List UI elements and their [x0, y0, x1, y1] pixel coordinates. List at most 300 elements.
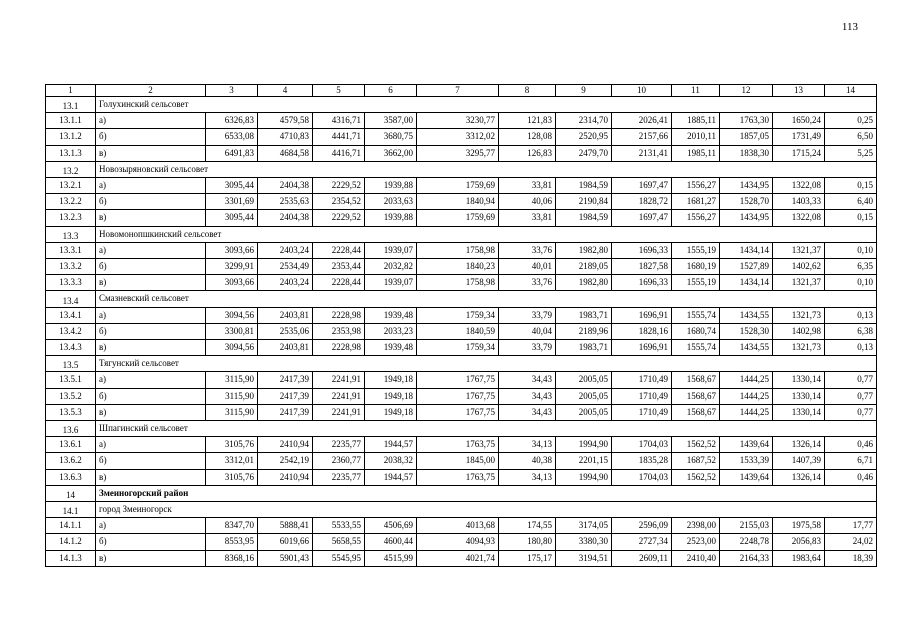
value-cell: 2038,32: [365, 453, 417, 469]
section-number: 13.1: [46, 97, 96, 113]
table-row: [46, 534, 877, 550]
value-cell: 0,77: [825, 404, 877, 420]
value-cell: 5545,95: [313, 550, 365, 566]
row-number: 13.3.3: [46, 275, 96, 291]
value-cell: 1939,48: [365, 307, 417, 323]
section-number: 13.6: [46, 421, 96, 437]
row-number: 13.4.3: [46, 340, 96, 356]
value-cell: 2241,91: [313, 388, 365, 404]
value-cell: 6,50: [825, 129, 877, 145]
value-cell: 6533,08: [206, 129, 258, 145]
value-cell: 2398,00: [672, 518, 720, 534]
section-row: [46, 226, 877, 242]
value-cell: 1840,23: [417, 259, 499, 275]
value-cell: 1885,11: [672, 113, 720, 129]
value-cell: 1434,14: [720, 242, 773, 258]
table-row: [46, 518, 877, 534]
value-cell: 34,43: [499, 388, 556, 404]
column-header: 10: [612, 85, 672, 97]
row-label: а): [96, 242, 206, 258]
value-cell: 2033,23: [365, 323, 417, 339]
value-cell: 2404,38: [258, 210, 313, 226]
value-cell: 1704,03: [612, 437, 672, 453]
value-cell: 1696,91: [612, 340, 672, 356]
value-cell: 1681,27: [672, 194, 720, 210]
section-number: 13.2: [46, 161, 96, 177]
value-cell: 5901,43: [258, 550, 313, 566]
value-cell: 2410,40: [672, 550, 720, 566]
row-label: в): [96, 469, 206, 485]
row-number: 14.1.1: [46, 518, 96, 534]
row-number: 13.6.3: [46, 469, 96, 485]
section-row: [46, 161, 877, 177]
row-number: 13.1.3: [46, 145, 96, 161]
column-header: 2: [96, 85, 206, 97]
value-cell: 2248,78: [720, 534, 773, 550]
section-row: [46, 502, 877, 518]
section-row: [46, 291, 877, 307]
row-number: 13.3.1: [46, 242, 96, 258]
value-cell: 4021,74: [417, 550, 499, 566]
value-cell: 1697,47: [612, 178, 672, 194]
column-header: 12: [720, 85, 773, 97]
table-row: [46, 388, 877, 404]
value-cell: 1763,75: [417, 469, 499, 485]
value-cell: 2189,96: [556, 323, 612, 339]
section-title: Змеиногорский район: [96, 485, 877, 501]
value-cell: 2404,38: [258, 178, 313, 194]
header-row: [46, 85, 877, 97]
value-cell: 2403,24: [258, 275, 313, 291]
value-cell: 1439,64: [720, 469, 773, 485]
value-cell: 1944,57: [365, 437, 417, 453]
column-header: 9: [556, 85, 612, 97]
value-cell: 33,79: [499, 340, 556, 356]
table-row: [46, 437, 877, 453]
value-cell: 1944,57: [365, 469, 417, 485]
value-cell: 1985,11: [672, 145, 720, 161]
row-label: а): [96, 372, 206, 388]
value-cell: 2032,82: [365, 259, 417, 275]
row-label: б): [96, 129, 206, 145]
value-cell: 4013,68: [417, 518, 499, 534]
value-cell: 1840,94: [417, 194, 499, 210]
value-cell: 1939,88: [365, 210, 417, 226]
value-cell: 2155,03: [720, 518, 773, 534]
table-body: [46, 85, 877, 567]
value-cell: 3680,75: [365, 129, 417, 145]
section-number: 13.5: [46, 356, 96, 372]
table-row: [46, 340, 877, 356]
table-row: [46, 307, 877, 323]
row-label: б): [96, 194, 206, 210]
value-cell: 1568,67: [672, 388, 720, 404]
value-cell: 1680,74: [672, 323, 720, 339]
value-cell: 1759,34: [417, 340, 499, 356]
value-cell: 8347,70: [206, 518, 258, 534]
value-cell: 5658,55: [313, 534, 365, 550]
value-cell: 1696,33: [612, 242, 672, 258]
column-header: 6: [365, 85, 417, 97]
value-cell: 3094,56: [206, 340, 258, 356]
value-cell: 34,43: [499, 372, 556, 388]
row-label: а): [96, 518, 206, 534]
value-cell: 1439,64: [720, 437, 773, 453]
row-number: 13.6.1: [46, 437, 96, 453]
value-cell: 3380,30: [556, 534, 612, 550]
value-cell: 2164,33: [720, 550, 773, 566]
value-cell: 1556,27: [672, 178, 720, 194]
value-cell: 2520,95: [556, 129, 612, 145]
value-cell: 34,43: [499, 404, 556, 420]
row-label: б): [96, 534, 206, 550]
value-cell: 40,01: [499, 259, 556, 275]
value-cell: 2403,81: [258, 340, 313, 356]
row-label: в): [96, 210, 206, 226]
value-cell: 40,06: [499, 194, 556, 210]
value-cell: 1330,14: [773, 372, 825, 388]
value-cell: 3115,90: [206, 372, 258, 388]
value-cell: 1322,08: [773, 210, 825, 226]
value-cell: 0,46: [825, 469, 877, 485]
value-cell: 2229,52: [313, 178, 365, 194]
value-cell: 3312,02: [417, 129, 499, 145]
value-cell: 3312,01: [206, 453, 258, 469]
value-cell: 1828,72: [612, 194, 672, 210]
value-cell: 8553,95: [206, 534, 258, 550]
row-number: 13.5.3: [46, 404, 96, 420]
value-cell: 3095,44: [206, 210, 258, 226]
value-cell: 3115,90: [206, 388, 258, 404]
value-cell: 5,25: [825, 145, 877, 161]
value-cell: 1840,59: [417, 323, 499, 339]
value-cell: 3230,77: [417, 113, 499, 129]
value-cell: 1321,37: [773, 275, 825, 291]
value-cell: 2228,44: [313, 275, 365, 291]
value-cell: 1321,37: [773, 242, 825, 258]
value-cell: 0,10: [825, 275, 877, 291]
value-cell: 1444,25: [720, 404, 773, 420]
row-number: 13.5.1: [46, 372, 96, 388]
value-cell: 4316,71: [313, 113, 365, 129]
value-cell: 1994,90: [556, 469, 612, 485]
value-cell: 1555,19: [672, 242, 720, 258]
value-cell: 174,55: [499, 518, 556, 534]
value-cell: 6,40: [825, 194, 877, 210]
row-label: в): [96, 340, 206, 356]
value-cell: 2410,94: [258, 469, 313, 485]
value-cell: 2410,94: [258, 437, 313, 453]
section-row: [46, 421, 877, 437]
value-cell: 1330,14: [773, 404, 825, 420]
value-cell: 6491,83: [206, 145, 258, 161]
value-cell: 2201,15: [556, 453, 612, 469]
value-cell: 1767,75: [417, 404, 499, 420]
value-cell: 1528,30: [720, 323, 773, 339]
value-cell: 3299,91: [206, 259, 258, 275]
value-cell: 2535,63: [258, 194, 313, 210]
value-cell: 1556,27: [672, 210, 720, 226]
value-cell: 1983,71: [556, 340, 612, 356]
value-cell: 2354,52: [313, 194, 365, 210]
value-cell: 1758,98: [417, 242, 499, 258]
value-cell: 2353,98: [313, 323, 365, 339]
value-cell: 3587,00: [365, 113, 417, 129]
value-cell: 2005,05: [556, 372, 612, 388]
value-cell: 3301,69: [206, 194, 258, 210]
value-cell: 18,39: [825, 550, 877, 566]
row-number: 13.4.2: [46, 323, 96, 339]
value-cell: 4600,44: [365, 534, 417, 550]
row-label: а): [96, 113, 206, 129]
region-row: [46, 485, 877, 501]
value-cell: 1322,08: [773, 178, 825, 194]
value-cell: 0,13: [825, 307, 877, 323]
value-cell: 1555,74: [672, 307, 720, 323]
row-number: 13.2.2: [46, 194, 96, 210]
row-label: в): [96, 550, 206, 566]
row-label: в): [96, 145, 206, 161]
value-cell: 2596,09: [612, 518, 672, 534]
value-cell: 40,04: [499, 323, 556, 339]
value-cell: 17,77: [825, 518, 877, 534]
value-cell: 2010,11: [672, 129, 720, 145]
value-cell: 2417,39: [258, 388, 313, 404]
column-header: 5: [313, 85, 365, 97]
value-cell: 34,13: [499, 437, 556, 453]
value-cell: 4506,69: [365, 518, 417, 534]
value-cell: 2535,06: [258, 323, 313, 339]
value-cell: 126,83: [499, 145, 556, 161]
value-cell: 2005,05: [556, 388, 612, 404]
value-cell: 4684,58: [258, 145, 313, 161]
value-cell: 1827,58: [612, 259, 672, 275]
section-title: Шпагинский сельсовет: [96, 421, 877, 437]
value-cell: 2360,77: [313, 453, 365, 469]
value-cell: 4094,93: [417, 534, 499, 550]
value-cell: 33,79: [499, 307, 556, 323]
value-cell: 1828,16: [612, 323, 672, 339]
value-cell: 40,38: [499, 453, 556, 469]
value-cell: 1696,33: [612, 275, 672, 291]
value-cell: 4710,83: [258, 129, 313, 145]
value-cell: 1562,52: [672, 437, 720, 453]
value-cell: 1984,59: [556, 178, 612, 194]
value-cell: 1402,62: [773, 259, 825, 275]
table-row: [46, 178, 877, 194]
column-header: 11: [672, 85, 720, 97]
row-number: 14.1.2: [46, 534, 96, 550]
section-title: Тягунский сельсовет: [96, 356, 877, 372]
value-cell: 1434,95: [720, 210, 773, 226]
table-row: [46, 113, 877, 129]
row-number: 13.1.2: [46, 129, 96, 145]
value-cell: 33,81: [499, 178, 556, 194]
value-cell: 33,76: [499, 242, 556, 258]
value-cell: 4579,58: [258, 113, 313, 129]
section-title: город Змеиногорск: [96, 502, 877, 518]
value-cell: 1994,90: [556, 437, 612, 453]
value-cell: 1759,69: [417, 178, 499, 194]
value-cell: 2479,70: [556, 145, 612, 161]
value-cell: 2241,91: [313, 372, 365, 388]
row-number: 13.6.2: [46, 453, 96, 469]
value-cell: 1731,49: [773, 129, 825, 145]
value-cell: 1715,24: [773, 145, 825, 161]
value-cell: 1407,39: [773, 453, 825, 469]
value-cell: 5888,41: [258, 518, 313, 534]
value-cell: 1983,71: [556, 307, 612, 323]
value-cell: 1434,55: [720, 307, 773, 323]
value-cell: 6326,83: [206, 113, 258, 129]
value-cell: 3095,44: [206, 178, 258, 194]
value-cell: 2523,00: [672, 534, 720, 550]
value-cell: 1975,58: [773, 518, 825, 534]
row-label: б): [96, 323, 206, 339]
table-row: [46, 453, 877, 469]
value-cell: 0,15: [825, 210, 877, 226]
value-cell: 2228,44: [313, 242, 365, 258]
value-cell: 2157,66: [612, 129, 672, 145]
value-cell: 3295,77: [417, 145, 499, 161]
table-row: [46, 259, 877, 275]
value-cell: 1555,19: [672, 275, 720, 291]
value-cell: 4416,71: [313, 145, 365, 161]
value-cell: 0,25: [825, 113, 877, 129]
column-header: 7: [417, 85, 499, 97]
value-cell: 180,80: [499, 534, 556, 550]
value-cell: 2235,77: [313, 437, 365, 453]
value-cell: 2228,98: [313, 307, 365, 323]
value-cell: 2609,11: [612, 550, 672, 566]
value-cell: 1767,75: [417, 372, 499, 388]
row-label: а): [96, 307, 206, 323]
section-row: [46, 356, 877, 372]
value-cell: 2056,83: [773, 534, 825, 550]
row-number: 14.1.3: [46, 550, 96, 566]
table-row: [46, 210, 877, 226]
value-cell: 1434,14: [720, 275, 773, 291]
table-row: [46, 323, 877, 339]
section-number: 14: [46, 485, 96, 501]
value-cell: 121,83: [499, 113, 556, 129]
row-number: 13.5.2: [46, 388, 96, 404]
value-cell: 1704,03: [612, 469, 672, 485]
row-number: 13.1.1: [46, 113, 96, 129]
value-cell: 1984,59: [556, 210, 612, 226]
row-label: в): [96, 404, 206, 420]
value-cell: 2542,19: [258, 453, 313, 469]
value-cell: 2417,39: [258, 372, 313, 388]
value-cell: 1696,91: [612, 307, 672, 323]
value-cell: 3105,76: [206, 437, 258, 453]
row-number: 13.2.1: [46, 178, 96, 194]
value-cell: 5533,55: [313, 518, 365, 534]
value-cell: 1939,48: [365, 340, 417, 356]
section-title: Новозыряновский сельсовет: [96, 161, 877, 177]
column-header: 3: [206, 85, 258, 97]
column-header: 13: [773, 85, 825, 97]
value-cell: 1763,75: [417, 437, 499, 453]
table-row: [46, 129, 877, 145]
value-cell: 3105,76: [206, 469, 258, 485]
column-header: 14: [825, 85, 877, 97]
value-cell: 1326,14: [773, 437, 825, 453]
value-cell: 4441,71: [313, 129, 365, 145]
value-cell: 2005,05: [556, 404, 612, 420]
value-cell: 1568,67: [672, 372, 720, 388]
value-cell: 1949,18: [365, 388, 417, 404]
section-title: Голухинский сельсовет: [96, 97, 877, 113]
value-cell: 1838,30: [720, 145, 773, 161]
row-number: 13.3.2: [46, 259, 96, 275]
row-label: а): [96, 178, 206, 194]
value-cell: 2417,39: [258, 404, 313, 420]
value-cell: 34,13: [499, 469, 556, 485]
value-cell: 1857,05: [720, 129, 773, 145]
value-cell: 3115,90: [206, 404, 258, 420]
table-row: [46, 194, 877, 210]
value-cell: 2403,81: [258, 307, 313, 323]
value-cell: 1710,49: [612, 404, 672, 420]
value-cell: 1528,70: [720, 194, 773, 210]
value-cell: 2314,70: [556, 113, 612, 129]
value-cell: 1402,98: [773, 323, 825, 339]
value-cell: 3662,00: [365, 145, 417, 161]
value-cell: 1321,73: [773, 307, 825, 323]
value-cell: 128,08: [499, 129, 556, 145]
row-label: б): [96, 388, 206, 404]
value-cell: 1321,73: [773, 340, 825, 356]
table-row: [46, 372, 877, 388]
value-cell: 2190,84: [556, 194, 612, 210]
value-cell: 1983,64: [773, 550, 825, 566]
value-cell: 1330,14: [773, 388, 825, 404]
value-cell: 3300,81: [206, 323, 258, 339]
value-cell: 1939,07: [365, 275, 417, 291]
value-cell: 175,17: [499, 550, 556, 566]
value-cell: 6,38: [825, 323, 877, 339]
value-cell: 2228,98: [313, 340, 365, 356]
column-header: 4: [258, 85, 313, 97]
value-cell: 33,81: [499, 210, 556, 226]
section-number: 13.3: [46, 226, 96, 242]
row-number: 13.2.3: [46, 210, 96, 226]
value-cell: 2727,34: [612, 534, 672, 550]
value-cell: 1650,24: [773, 113, 825, 129]
value-cell: 1533,39: [720, 453, 773, 469]
value-cell: 2353,44: [313, 259, 365, 275]
value-cell: 1697,47: [612, 210, 672, 226]
row-label: б): [96, 259, 206, 275]
value-cell: 3174,05: [556, 518, 612, 534]
value-cell: 1687,52: [672, 453, 720, 469]
value-cell: 0,13: [825, 340, 877, 356]
value-cell: 24,02: [825, 534, 877, 550]
value-cell: 1680,19: [672, 259, 720, 275]
value-cell: 2235,77: [313, 469, 365, 485]
value-cell: 1434,95: [720, 178, 773, 194]
value-cell: 6,71: [825, 453, 877, 469]
table-row: [46, 550, 877, 566]
table-row: [46, 469, 877, 485]
section-number: 14.1: [46, 502, 96, 518]
value-cell: 2229,52: [313, 210, 365, 226]
data-table: [45, 84, 877, 567]
value-cell: 0,10: [825, 242, 877, 258]
value-cell: 0,77: [825, 372, 877, 388]
value-cell: 1939,88: [365, 178, 417, 194]
